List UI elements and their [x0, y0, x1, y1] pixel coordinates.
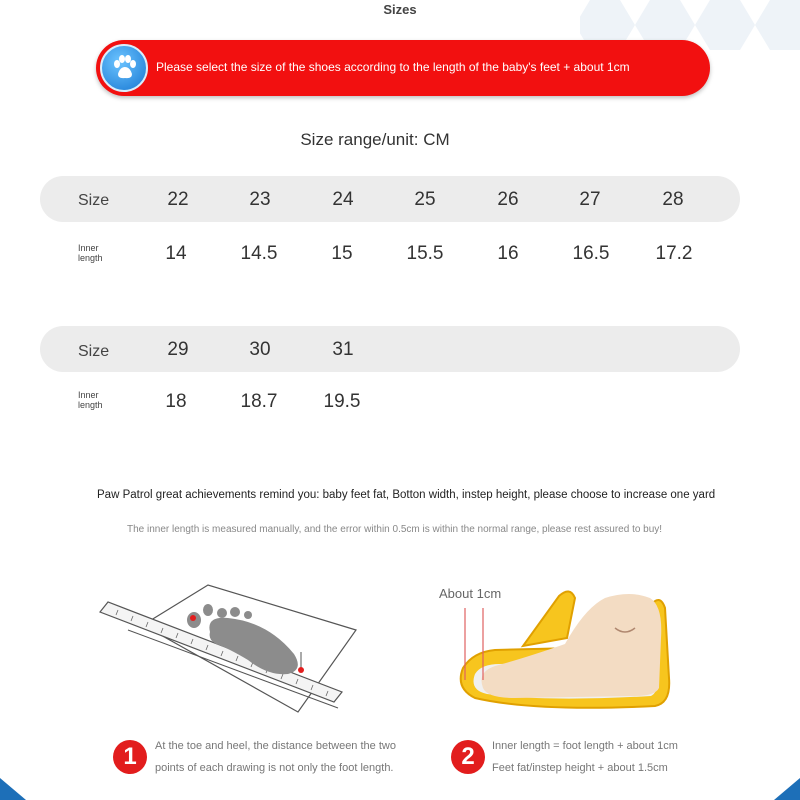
step-2-badge: 2	[451, 740, 485, 774]
inner-length-cell: 14.5	[240, 243, 278, 264]
step-1-text	[155, 735, 396, 779]
inner-label-line2: length	[78, 253, 103, 263]
size-advice-banner	[96, 40, 710, 96]
page-title: Sizes	[383, 2, 417, 17]
inner-length-cell: 14	[165, 243, 187, 264]
inner-length-cell: 16.5	[572, 243, 610, 264]
size-cell: 27	[579, 189, 601, 210]
step-2-line2: Feet fat/instep height + about 1.5cm	[492, 762, 668, 774]
size-row-background	[40, 176, 740, 222]
size-range-title: Size range/unit: CM	[300, 130, 450, 149]
size-cell: 29	[167, 339, 189, 360]
inner-length-cell: 18	[165, 391, 187, 412]
inner-length-label	[78, 390, 103, 410]
inner-length-cell: 18.7	[240, 391, 278, 412]
fit-advice-note: Paw Patrol great achievements remind you: baby feet fat, Botton width, instep height, please choose to increase one yard	[97, 489, 716, 501]
decorative-corner-right	[774, 778, 800, 800]
about-1cm-label: About 1cm	[439, 586, 502, 601]
inner-length-cell: 16	[497, 243, 519, 264]
inner-length-cell: 15.5	[406, 243, 444, 264]
decorative-corner-left	[0, 778, 26, 800]
step-1-line2: points of each drawing is not only the foot length.	[155, 762, 394, 774]
size-cell: 23	[249, 189, 271, 210]
inner-length-cell: 19.5	[323, 391, 361, 412]
banner-text: Please select the size of the shoes according to the length of the baby's feet + about 1cm	[156, 60, 630, 74]
inner-label-line1: Inner	[78, 390, 99, 400]
inner-label-line2: length	[78, 400, 103, 410]
size-cell: 30	[249, 339, 271, 360]
foot-measuring-illustration	[98, 580, 360, 725]
foot-in-shoe-illustration	[455, 588, 675, 713]
inner-label-line1: Inner	[78, 243, 99, 253]
inner-length-label	[78, 243, 103, 263]
step-2-text	[492, 735, 678, 779]
size-cell: 25	[414, 189, 436, 210]
size-label: Size	[78, 192, 110, 209]
size-cell: 24	[332, 189, 354, 210]
paw-icon	[100, 44, 148, 92]
step-2-line1: Inner length = foot length + about 1cm	[492, 740, 678, 752]
size-cell: 31	[332, 339, 354, 360]
size-label: Size	[78, 343, 110, 360]
size-cell: 28	[662, 189, 684, 210]
size-row-background	[40, 326, 740, 372]
size-cell: 22	[167, 189, 189, 210]
inner-length-cell: 17.2	[655, 243, 693, 264]
size-cell: 26	[497, 189, 519, 210]
measurement-error-note: The inner length is measured manually, and the error within 0.5cm is within the normal range, please rest assured to buy!	[127, 524, 663, 535]
step-1-line1: At the toe and heel, the distance between the two	[155, 740, 396, 752]
inner-length-cell: 15	[331, 243, 353, 264]
step-1-badge: 1	[113, 740, 147, 774]
